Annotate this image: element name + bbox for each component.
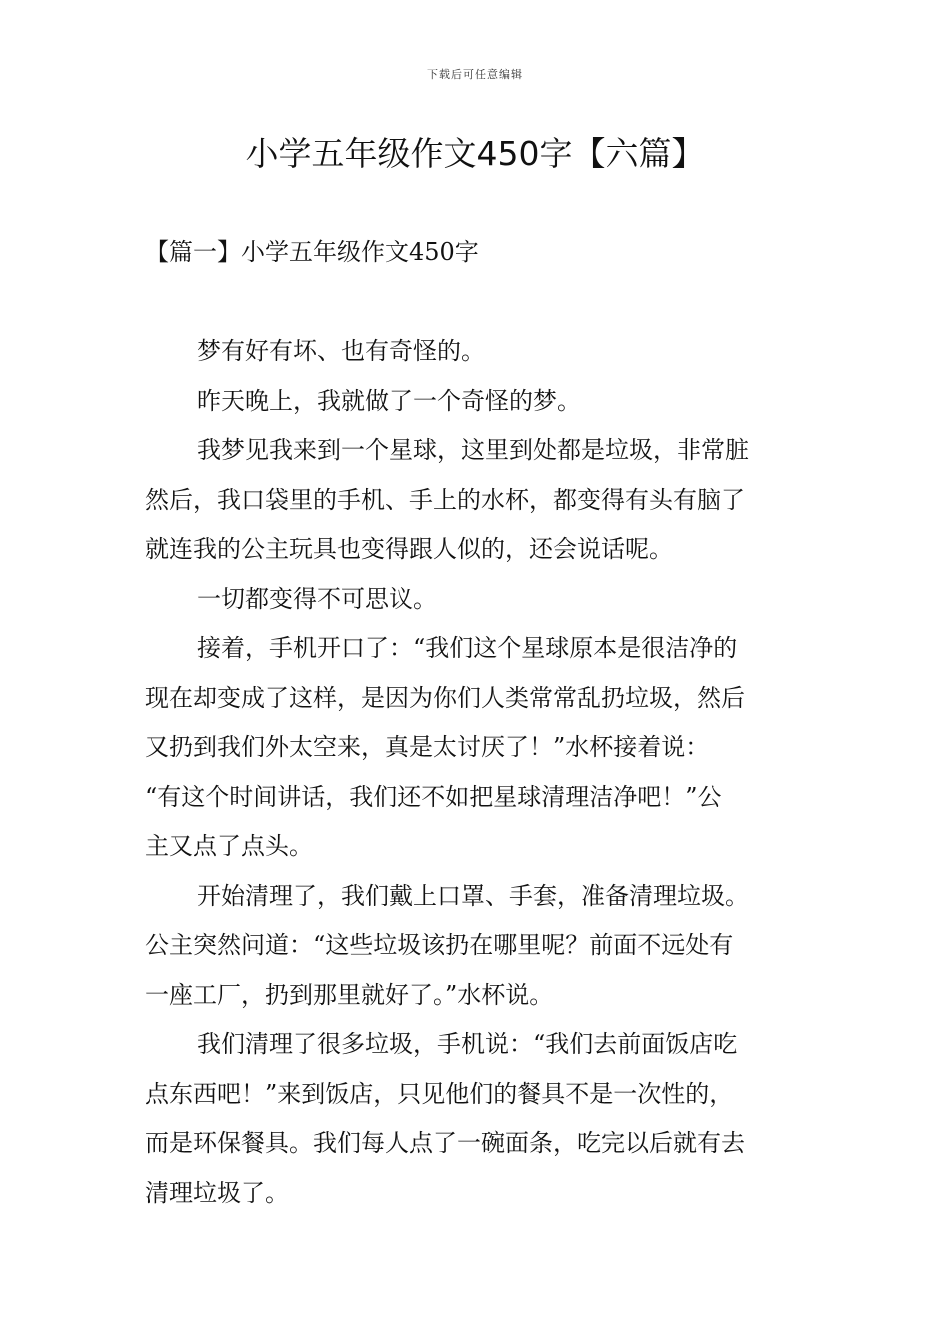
- text-line: “有这个时间讲话，我们还不如把星球清理洁净吧！”公: [145, 782, 722, 811]
- section-heading: 【篇一】小学五年级作文450字: [145, 238, 479, 266]
- text-line: 然后，我口袋里的手机、手上的水杯，都变得有头有脑了: [145, 485, 745, 514]
- text-line: 我梦见我来到一个星球，这里到处都是垃圾，非常脏: [197, 436, 749, 464]
- text-line: 就连我的公主玩具也变得跟人似的，还会说话呢。: [145, 535, 673, 563]
- text-line: 我们清理了很多垃圾，手机说：“我们去前面饭店吃: [197, 1030, 738, 1058]
- text-line: 点东西吧！”来到饭店，只见他们的餐具不是一次性的，: [145, 1079, 734, 1108]
- text-line: 一切都变得不可思议。: [197, 584, 437, 613]
- text-line: 公主突然问道：“这些垃圾该扔在哪里呢？前面不远处有: [145, 931, 734, 959]
- text-line: 现在却变成了这样，是因为你们人类常常乱扔垃圾，然后: [145, 683, 745, 712]
- page-title: 小学五年级作文450字【六篇】: [245, 134, 705, 173]
- text-line: 清理垃圾了。: [145, 1178, 289, 1207]
- text-line: 主又点了点头。: [145, 832, 313, 860]
- text-line: 又扔到我们外太空来，真是太讨厌了！”水杯接着说：: [145, 733, 710, 761]
- text-line: 昨天晚上，我就做了一个奇怪的梦。: [197, 386, 581, 415]
- text-line: 而是环保餐具。我们每人点了一碗面条，吃完以后就有去: [145, 1129, 745, 1157]
- text-line: 一座工厂，扔到那里就好了。”水杯说。: [145, 980, 554, 1009]
- text-line: 接着，手机开口了：“我们这个星球原本是很洁净的: [197, 634, 738, 662]
- essay-body: [145, 327, 807, 1218]
- text-line: 梦有好有坏、也有奇怪的。: [197, 337, 485, 365]
- text-line: 开始清理了，我们戴上口罩、手套，准备清理垃圾。: [197, 881, 749, 910]
- header-note: 下载后可任意编辑: [427, 68, 523, 81]
